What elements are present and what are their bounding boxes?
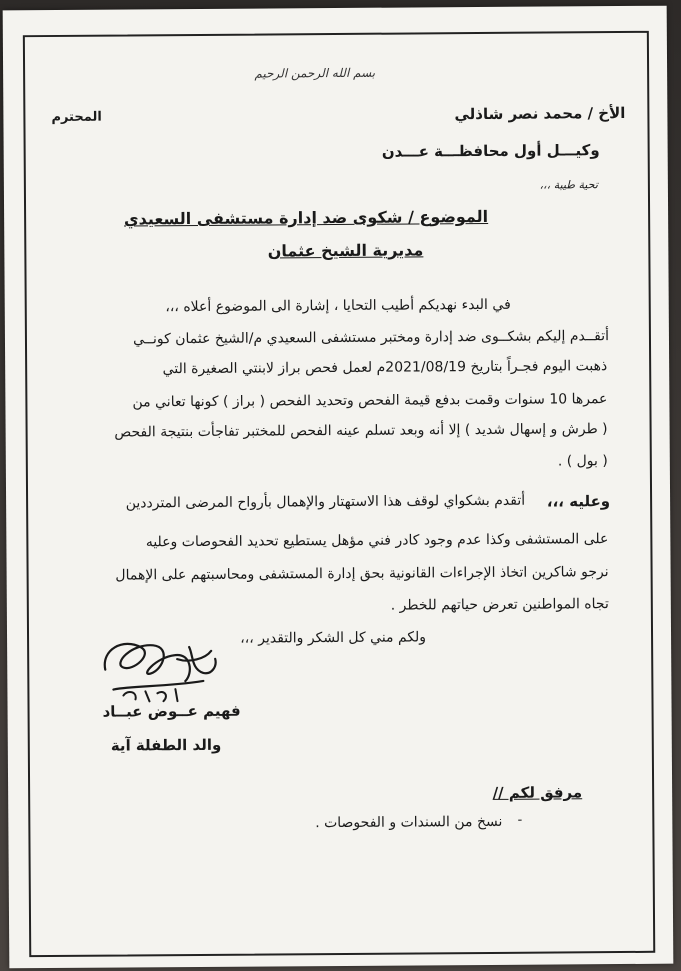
body-line-4: عمرها 10 سنوات وقمت بدفع قيمة الفحص وتحديد الفحص ( براز ) كونها تعاني من (132, 391, 608, 411)
body-line-3: ذهبت اليوم فجـراً بتاريخ 2021/08/19م لعمل فحص براز لابنتي الصغيرة التي (162, 358, 608, 378)
attachments-title: مرفق لكم // (492, 783, 583, 802)
recipient-line: الأخ / محمد نصر شاذلي (454, 103, 626, 124)
paragraph2-line-2: على المستشفى وكذا عدم وجود كادر فني مؤهل يستطيع تحديد الفحوصات وعليه (145, 531, 609, 551)
body-line-1: في البدء نهديكم أطيب التحايا ، إشارة الى الموضوع أعلاه ،،، (165, 296, 511, 316)
body-line-6: ( بول ) . (557, 453, 608, 470)
closing: ولكم مني كل الشكر والتقدير ،،، (240, 629, 427, 647)
subject-line: الموضوع / شكوى ضد إدارة مستشفى السعيدي (123, 206, 489, 229)
letter-page (3, 6, 674, 969)
signer-name: فهيم عــوض عبــاد (102, 701, 241, 721)
recipient-title: وكيـــل أول محافظـــة عـــدن (381, 141, 600, 161)
body-line-2: أتقــدم إليكم بشكــوى ضد إدارة ومختبر مستشفى السعيدي م/الشيخ عثمان كونــي (133, 328, 610, 348)
paragraph2-lead: وعليه ،،، (546, 492, 611, 511)
body-line-5: ( طرش و إسهال شديد ) إلا أنه وبعد تسلم عينه الفحص للمختبر تفاجأت بنتيجة الفحص (114, 421, 608, 441)
attachment-bullet: - (517, 812, 523, 828)
subject-district: مديرية الشيخ عثمان (267, 240, 424, 261)
attachment-item: نسخ من السندات و الفحوصات . (315, 813, 503, 832)
paragraph2-line-4: تجاه المواطنين تعرض حياتهم للخطر . (390, 596, 609, 614)
handwritten-signature-icon (93, 629, 229, 710)
honorific: المحترم (51, 109, 102, 125)
paragraph2-line-1: أتقدم بشكواي لوقف هذا الاستهتار والإهمال بأرواح المرضى المترددين (125, 492, 526, 512)
signer-role: والد الطفلة آية (110, 735, 222, 755)
paragraph2-line-3: نرجو شاكرين اتخاذ الإجراءات القانونية بحق إدارة المستشفى ومحاسبتهم على الإهمال (115, 564, 609, 584)
basmala-header: بسم الله الرحمن الرحيم (254, 65, 376, 81)
greeting: تحية طيبة ،،، (539, 178, 598, 192)
